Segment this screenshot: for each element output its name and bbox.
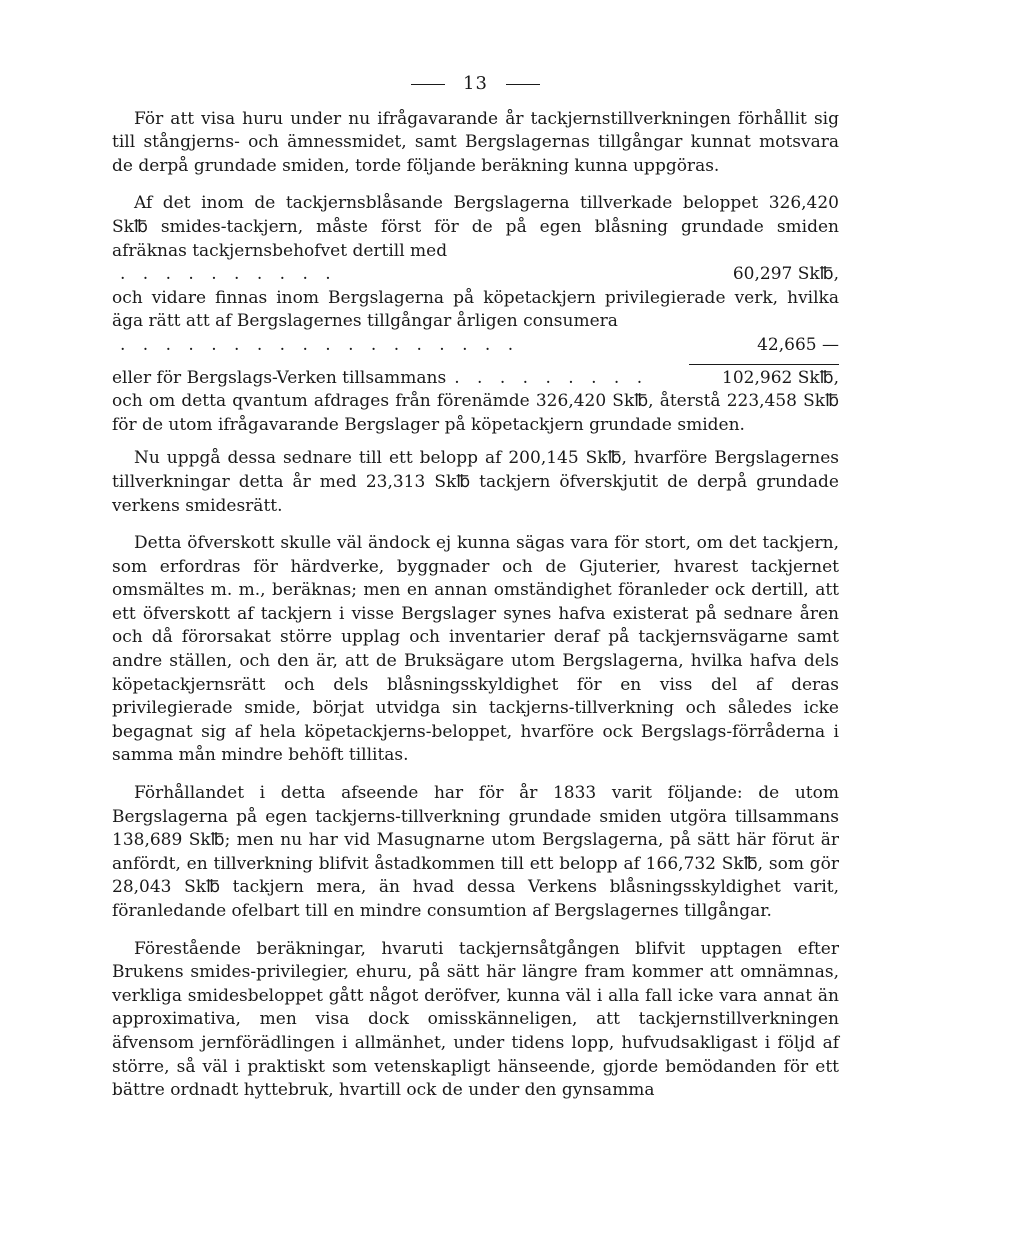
calc-value-2: 42,665 — [757,334,839,355]
header-dash-left [411,84,445,85]
leader-dots: . . . . . . . . . . . . . . . . . . [120,334,520,355]
page-number: 13 [463,73,488,94]
calc-value-3: 102,962 Sk℔, [722,367,839,388]
leader-dots: . . . . . . . . . [454,367,649,388]
calc-line-3 [112,367,839,391]
calc-text-2: och vidare finnas inom Bergslagerna på köpetackjern privilegierade verk, hvilka äga rätt att af Bergslagernes tillgångar årligen consumera [112,287,839,332]
header-dash-right [506,84,540,85]
calc-text-1: Af det inom de tackjernsblåsande Bergslagerna tillverkade beloppet 326,420 Sk℔ smides-tackjern, måste först för de på egen blåsning grundade smiden afräknas tackjernsbehofvet dertill med [112,193,839,261]
calc-text-3: eller för Bergslags-Verken tillsammans [112,367,447,388]
leader-dots: . . . . . . . . . . [120,264,337,285]
paragraph-4: Detta öfverskott skulle väl ändock ej kunna sägas vara för stort, om det tackjern, som erfordras för härdverke, byggnader och de Gjuterier, hvarest tackjernet omsmältes m. m., beräknas; men en annan omständighet föranleder ock dertill, att ett öfverskott af tackjern i visse Bergslager synes hafva existerat på sednare åren och då förorsakat större upplag och inventarier deraf på tackjernsvägarne samt andre ställen, och den är, att de Bruksägare utom Bergslagerna, hvilka hafva dels köpetackjernsrätt och dels blåsningsskyldighet för en viss del af deras privilegierade smide, börjat utvidga sin tackjerns-tillverkning och således icke begagnat sig af hela köpetackjerns-beloppet, hvarföre ock Bergslags-förråderna i samma mån mindre behöft tillitas. [112,533,839,766]
calc-value-row-2 [112,334,839,358]
paragraph-6: Förestående beräkningar, hvaruti tackjernsåtgången blifvit upptagen efter Brukens smides-privilegier, ehuru, på sätt här längre fram kommer att omnämnas, verkliga smidesbeloppet gått något deröfver, kunna väl i alla fall icke vara annat än approximativa, men visa dock omisskänneligen, att tackjernstillverkningen äfvensom jernförädlingen i allmänhet, under tidens lopp, hufvudsakligast i följd af större, så väl i praktiskt som vetenskapligt hänseende, gjorde bemödanden för ett bättre ordnadt hyttebruk, hvartill ock de under den gynsamma [112,938,839,1101]
calc-value-row-1 [112,263,839,287]
calc-value-1: 60,297 Sk℔, [732,264,839,285]
paragraph-3: Nu uppgå dessa sednare till ett belopp af 200,145 Sk℔, hvarföre Bergslagernes tillverkningar detta år med 23,313 Sk℔ tackjern öfverskjutit de derpå grundade verkens smidesrätt. [112,448,839,516]
document-page [112,72,839,1117]
paragraph-1: För att visa huru under nu ifrågavarande år tackjernstillverkningen förhållit sig till stångjerns- och ämnessmidet, samt Bergslagernas tillgångar kunnat motsvara de derpå grundade smiden, torde följande beräkning kunna uppgöras. [112,108,839,176]
sum-rule [689,364,839,365]
page-header [112,72,839,96]
calc-text-4: och om detta qvantum afdrages från förenämde 326,420 Sk℔, återstå 223,458 Sk℔ för de utom ifrågavarande Bergslager på köpetackjern grundade smiden. [112,391,839,435]
paragraph-5: Förhållandet i detta afseende har för år 1833 varit följande: de utom Bergslagerna på egen tackjerns-tillverkning grundade smiden utgöra tillsammans 138,689 Sk℔; men nu har vid Masugnarne utom Bergslagerna, på sätt här förut är anfördt, en tillverkning blifvit åstadkommen till ett belopp af 166,732 Sk℔, som gör 28,043 Sk℔ tackjern mera, än hvad dessa Verkens blåsningsskyldighet varit, föranledande ofelbart till en mindre consumtion af Bergslagernes tillgångar. [112,783,839,921]
calc-line-1 [112,192,839,263]
paragraph-2 [112,192,839,437]
calc-line-2 [112,287,839,334]
